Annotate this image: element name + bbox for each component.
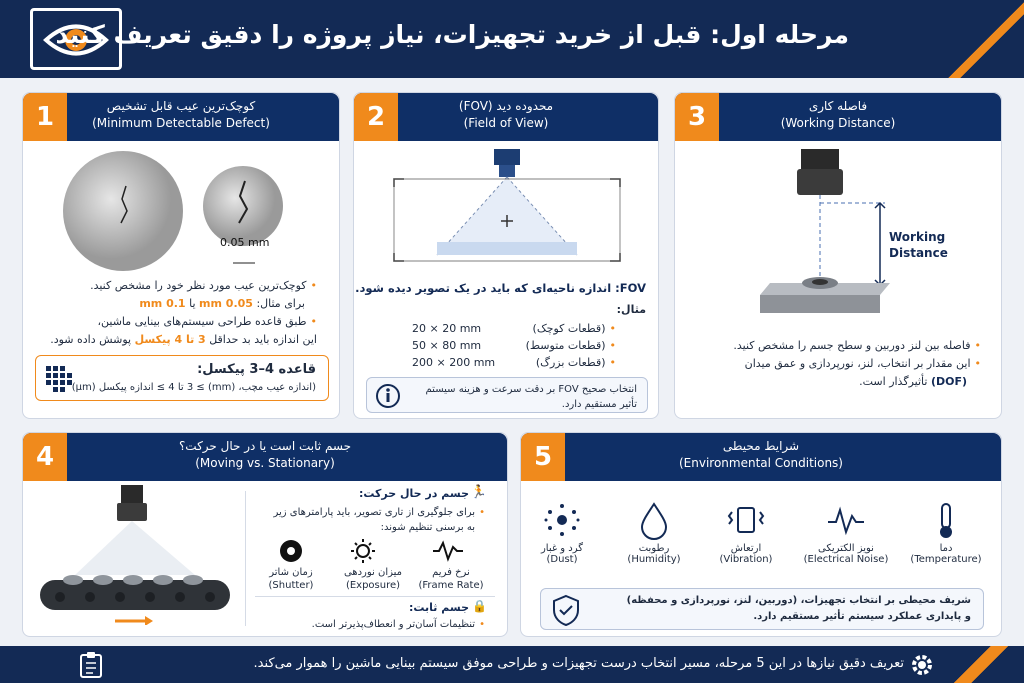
env-label-en: (Temperature) [910, 554, 982, 565]
rule-title: قاعده 4–3 پیکسل: [197, 362, 316, 377]
env-label-fa: دما [939, 543, 953, 554]
wd-label-line2: Distance [889, 246, 948, 260]
card-title-fa: جسم ثابت است یا در حال حرکت؟ [178, 439, 352, 453]
example-prefix: برای مثال: [256, 297, 305, 310]
fov-row-medium-value: 50 × 80 mm [412, 339, 482, 352]
footer [0, 646, 1024, 683]
param-shutter-fa: زمان شاتر [269, 567, 313, 578]
fov-row-large-value: 200 × 200 mm [412, 356, 496, 369]
card-header [675, 93, 1001, 141]
env-note-line1: شریف محیطی بر انتخاب تجهیزات، (دوربین، لنز، نورپردازی و محفظه) [626, 595, 971, 606]
vibration-icon [726, 500, 766, 540]
card-title-en: (Moving vs. Stationary) [195, 456, 335, 470]
dof-suffix: تأثیرگذار است. [859, 375, 928, 388]
dof-label: (DOF) [930, 375, 967, 388]
shutter-icon [280, 540, 302, 562]
droplet-icon [634, 500, 674, 540]
card-title-en: (Environmental Conditions) [678, 456, 843, 470]
env-label-en: (Dust) [546, 554, 578, 565]
env-label-fa: گرد و غبار [540, 543, 584, 554]
card-header [521, 433, 1001, 481]
param-shutter-en: (Shutter) [268, 580, 314, 591]
footer-text: تعریف دقیق نیازها در این 5 مرحله، مسیر انتخاب درست تجهیزات و طراحی موفق سیستم بینایی ماشین را هموار می‌کند. [253, 656, 904, 671]
coverage-value: 3 تا 4 پیکسل [134, 333, 206, 346]
param-icons [263, 537, 483, 565]
card-fov [353, 92, 659, 419]
env-humidity [604, 500, 704, 565]
pixel-grid-icon [44, 364, 74, 394]
card-title-fa: فاصله کاری [808, 99, 868, 113]
fov-row-small-label: • (قطعات کوچک) [533, 322, 616, 335]
bullet-define-defect: • کوچک‌ترین عیب مورد نظر خود را مشخص کنید. [90, 279, 317, 292]
step-number: 2 [354, 93, 398, 141]
card-moving-stationary [22, 432, 508, 637]
bullet-design-rule: • طبق قاعده طراحی سیستم‌های بینایی ماشین، [97, 315, 317, 328]
card-title-en: (Minimum Detectable Defect) [92, 116, 270, 130]
thermometer-icon [926, 500, 966, 540]
env-label-fa: نویز الکتریکی [818, 543, 874, 554]
env-note-line2: و پایداری عملکرد سیستم تأثیر مستقیم دارد. [753, 611, 971, 622]
moving-title: جسم در حال حرکت: [358, 487, 469, 500]
example-value-1: 0.05 mm [199, 297, 253, 310]
footer-accent-stripe [944, 646, 1024, 683]
wd-bullet-impact-cont [859, 375, 967, 388]
defect-disc-illustration [33, 151, 333, 271]
env-label-fa: ارتعاش [730, 543, 762, 554]
env-label-en: (Humidity) [627, 554, 681, 565]
step-number: 1 [23, 93, 67, 141]
frame-rate-icon [433, 543, 463, 559]
example-or: یا [189, 297, 196, 310]
wd-bullet-impact: • این مقدار بر انتخاب، لنز، نورپردازی و عمق میدان [745, 357, 981, 370]
coverage-prefix: این اندازه باید بد حداقل [209, 333, 317, 346]
static-title: جسم ثابت: [408, 601, 469, 614]
lock-icon: 🔒 [472, 599, 487, 613]
step-number: 4 [23, 433, 67, 481]
card-header [23, 433, 507, 481]
fov-row-large-label: • (قطعات بزرگ) [536, 356, 616, 369]
card-title-fa: محدوده دید (FOV) [458, 99, 554, 113]
defect-size-label: 0.05 mm [220, 236, 270, 249]
running-icon: 🏃 [470, 485, 487, 500]
card-title-fa: شرایط محیطی [722, 439, 800, 453]
card-working-distance [674, 92, 1002, 419]
gear-icon [908, 651, 936, 679]
env-note-box [540, 588, 984, 630]
divider [245, 491, 246, 626]
page-title: مرحله اول: قبل از خرید تجهیزات، نیاز پروژه را دقیق تعریف کنید [55, 20, 849, 49]
card-header [354, 93, 658, 141]
env-vibration [696, 500, 796, 565]
noise-wave-icon [826, 500, 866, 540]
example-heading: مثال: [616, 303, 646, 316]
divider [255, 596, 495, 597]
header-accent-stripe [934, 0, 1024, 78]
card-title-en: (Working Distance) [780, 116, 896, 130]
shield-icon [551, 594, 581, 626]
env-label-en: (Electrical Noise) [803, 554, 889, 565]
fov-definition: FOV: اندازه ناحیه‌ای که باید در یک تصویر دیده شود. [355, 281, 646, 295]
env-label-en: (Vibration) [719, 554, 773, 565]
header [0, 0, 1024, 78]
fov-row-small-value: 20 × 20 mm [412, 322, 482, 335]
pixel-rule-box [35, 355, 329, 401]
moving-text-2: به برسنی تنظیم شوند: [380, 522, 475, 533]
param-exposure-en: (Exposure) [345, 580, 401, 591]
param-frame-rate-en: (Frame Rate) [418, 580, 484, 591]
card-title-fa: کوچک‌ترین عیب قابل تشخیص [106, 99, 256, 113]
env-label-fa: رطوبت [638, 543, 670, 554]
static-text: • تنظیمات آسان‌تر و انعطاف‌پذیرتر است. [312, 619, 485, 630]
step-number: 3 [675, 93, 719, 141]
dust-icon [542, 500, 582, 540]
card-min-defect [22, 92, 340, 419]
env-temperature [896, 500, 996, 565]
param-frame-rate-fa: نرخ فریم [432, 567, 470, 578]
coverage-suffix: پوشش داده شود. [50, 333, 132, 346]
bullet-pixel-coverage [50, 333, 317, 346]
fov-info-text: انتخاب صحیح FOV بر دقت سرعت و هزینه سیستم تأثیر مستقیم دارد. [425, 384, 637, 410]
card-title-en: (Field of View) [463, 116, 549, 130]
fov-info-box [366, 377, 648, 413]
rule-formula: (اندازه عیب مچب، (mm) ≥ 3 تا 4 ≥ اندازه پیکسل (µm) [71, 382, 316, 393]
param-exposure-fa: میزان نوردهی [343, 567, 403, 578]
fov-row-medium-label: • (قطعات متوسط) [526, 339, 616, 352]
clipboard-icon [78, 651, 104, 679]
wd-label-line1: Working [889, 230, 946, 244]
wd-bullet-define: • فاصله بین لنز دوربین و سطح جسم را مشخص کنید. [733, 339, 981, 352]
step-number: 5 [521, 433, 565, 481]
exposure-icon [351, 539, 375, 563]
card-header [23, 93, 339, 141]
fov-illustration [382, 147, 632, 272]
example-value-2: 0.1 mm [139, 297, 186, 310]
env-dust [512, 500, 612, 565]
moving-text-1: • برای جلوگیری از تاری تصویر، باید پارامترهای زیر [273, 507, 485, 518]
bullet-example [139, 297, 305, 310]
env-electrical-noise [796, 500, 896, 565]
conveyor-illustration [35, 485, 235, 625]
info-icon [375, 383, 401, 409]
